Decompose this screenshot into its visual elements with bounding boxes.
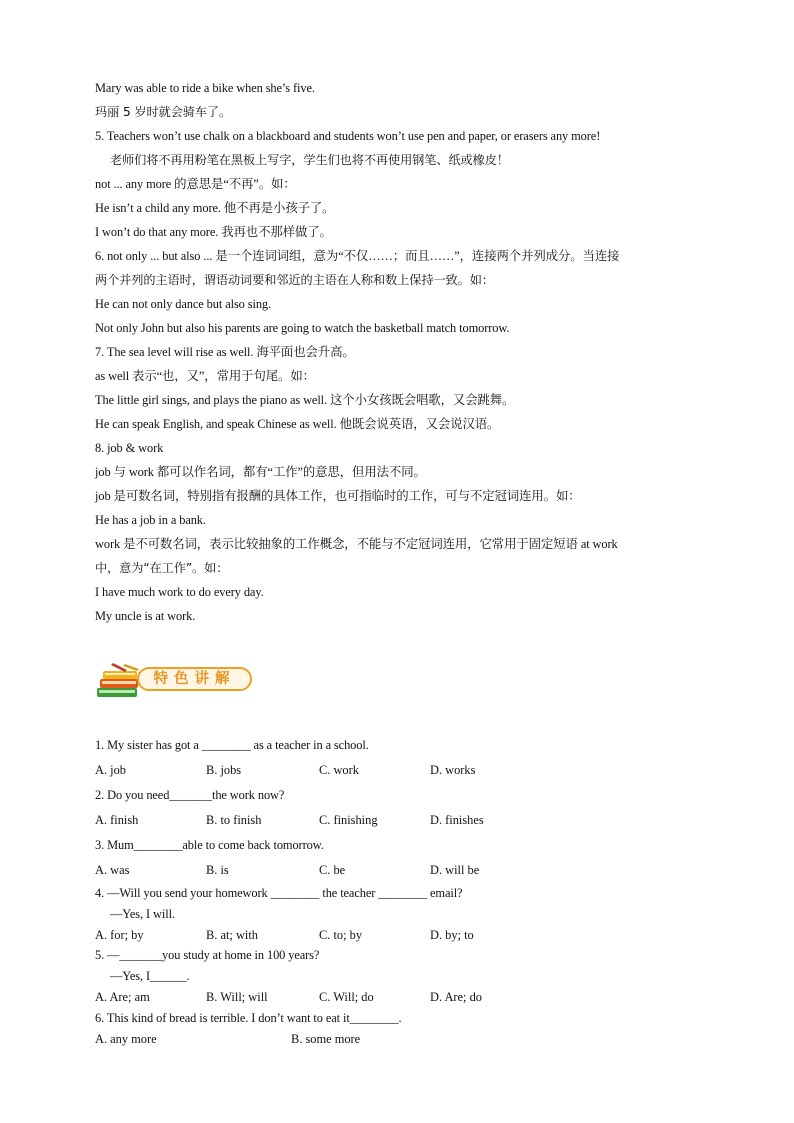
question-6-stem: 6. This kind of bread is terrible. I don’t want to eat it________. [95,1011,402,1025]
option-b: B. at; with [206,928,258,942]
explanation-line: 两个并列的主语时，谓语动词要和邻近的主语在人称和数上保持一致。如： [95,273,494,287]
option-c: C. Will; do [319,990,374,1004]
option-a: A. job [95,763,126,777]
explanation-line: as well 表示“也，又”，常用于句尾。如： [95,369,315,383]
explanation-line: not ... any more 的意思是“不再”。如： [95,177,296,191]
question-4-reply: —Yes, I will. [110,907,175,921]
option-a: A. was [95,863,130,877]
question-1-stem: 1. My sister has got a ________ as a teacher in a school. [95,738,369,752]
example-sentence: I won’t do that any more. 我再也不那样做了。 [95,225,332,239]
section-banner [95,660,260,702]
option-b: B. jobs [206,763,242,777]
option-d: D. Are; do [430,990,482,1004]
question-2-stem: 2. Do you need_______the work now? [95,788,285,802]
option-a: A. any more [95,1032,157,1046]
example-sentence: The little girl sings, and plays the piano as well. 这个小女孩既会唱歌，又会跳舞。 [95,393,515,407]
option-c: C. be [319,863,346,877]
option-c: C. finishing [319,813,378,827]
point-5-heading: 5. Teachers won’t use chalk on a blackboard and students won’t use pen and paper, or erasers any more! [95,129,601,143]
example-sentence: I have much work to do every day. [95,585,264,599]
example-sentence: My uncle is at work. [95,609,196,623]
example-sentence: Not only John but also his parents are going to watch the basketball match tomorrow. [95,321,510,335]
point-7-heading: 7. The sea level will rise as well. 海平面也会升高。 [95,345,355,359]
option-d: D. will be [430,863,480,877]
point-6-heading: 6. not only ... but also ... 是一个连词词组，意为“不仅……；而且……”，连接两个并列成分。当连接 [95,249,620,263]
example-sentence: He isn’t a child any more. 他不再是小孩子了。 [95,201,335,215]
example-sentence: He can speak English, and speak Chinese as well. 他既会说英语，又会说汉语。 [95,417,500,431]
option-b: B. to finish [206,813,262,827]
example-sentence: Mary was able to ride a bike when she’s five. [95,81,315,95]
point-5-translation: 老师们将不再用粉笔在黑板上写字，学生们也将不再使用钢笔、纸或橡皮！ [110,153,509,167]
option-d: D. finishes [430,813,484,827]
option-d: D. by; to [430,928,474,942]
option-a: A. finish [95,813,139,827]
question-5-reply: —Yes, I______. [110,969,190,983]
point-8-heading: 8. job & work [95,441,164,455]
option-b: B. is [206,863,229,877]
option-b: B. some more [291,1032,361,1046]
option-a: A. Are; am [95,990,150,1004]
option-a: A. for; by [95,928,144,942]
question-5-stem: 5. —_______you study at home in 100 years? [95,948,320,962]
question-4-stem: 4. —Will you send your homework ________ the teacher ________ email? [95,886,463,900]
example-translation: 玛丽 5 岁时就会骑车了。 [95,105,232,119]
explanation-line: 中，意为“在工作”。如： [95,561,229,575]
banner-title: 特色讲解 [153,671,236,687]
explanation-line: work 是不可数名词，表示比较抽象的工作概念，不能与不定冠词连用，它常用于固定短语 at work [95,537,618,551]
option-b: B. Will; will [206,990,268,1004]
explanation-line: job 是可数名词，特别指有报酬的具体工作，也可指临时的工作，可与不定冠词连用。如： [95,489,581,503]
example-sentence: He can not only dance but also sing. [95,297,272,311]
option-d: D. works [430,763,476,777]
question-3-stem: 3. Mum________able to come back tomorrow. [95,838,324,852]
option-c: C. work [319,763,359,777]
option-c: C. to; by [319,928,363,942]
explanation-line: job 与 work 都可以作名词，都有“工作”的意思，但用法不同。 [95,465,426,479]
banner-label [137,667,252,691]
example-sentence: He has a job in a bank. [95,513,206,527]
